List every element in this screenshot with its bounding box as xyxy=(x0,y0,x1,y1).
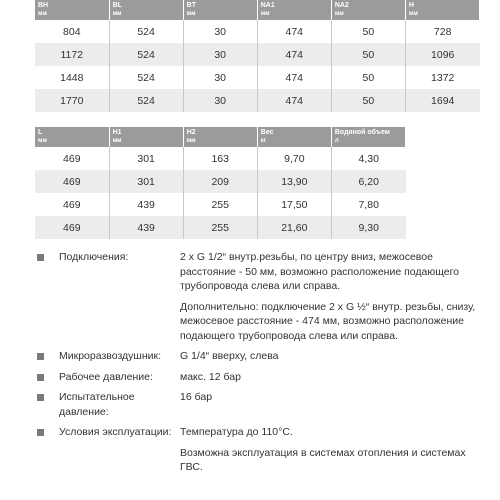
col-header-bh: BH мм xyxy=(35,0,109,20)
table-cell: 209 xyxy=(183,170,257,193)
spec-paragraph: 16 бар xyxy=(180,391,213,403)
table-cell: 6,20 xyxy=(331,170,405,193)
square-bullet-icon xyxy=(37,254,44,261)
spec-paragraph: Дополнительно: подключение 2 x G ½“ внутр. резьбы, снизу, межосевое расстояние - 474 мм, возможно расположение подающего трубопровода слева или справа. xyxy=(180,300,476,342)
col-header-h2: H2 мм xyxy=(183,127,257,147)
dimensions-table-2 xyxy=(35,127,406,239)
table-cell: 301 xyxy=(109,147,183,170)
spec-item-working-pressure xyxy=(37,370,487,385)
table-cell: 50 xyxy=(331,89,405,112)
table-cell: 163 xyxy=(183,147,257,170)
table-cell: 21,60 xyxy=(257,216,331,239)
spec-value xyxy=(180,370,487,385)
square-bullet-icon xyxy=(37,374,44,381)
square-bullet-icon xyxy=(37,429,44,436)
square-bullet-icon xyxy=(37,353,44,360)
spec-value xyxy=(180,349,487,364)
spec-paragraph: макс. 12 бар xyxy=(180,370,241,383)
table-cell: 524 xyxy=(109,89,183,112)
table-row xyxy=(35,66,480,89)
table-row xyxy=(35,147,406,170)
col-header-bt: BT мм xyxy=(183,0,257,20)
spec-item-connections xyxy=(37,250,487,343)
dimensions-table-1 xyxy=(35,0,480,112)
col-header-h: H мм xyxy=(405,0,479,20)
table-cell: 439 xyxy=(109,193,183,216)
table-cell: 9,30 xyxy=(331,216,405,239)
table-cell: 30 xyxy=(183,89,257,112)
spec-list xyxy=(37,250,487,481)
spec-value xyxy=(180,425,487,475)
table-cell: 1172 xyxy=(35,43,109,66)
table-cell: 30 xyxy=(183,43,257,66)
table-cell: 524 xyxy=(109,20,183,43)
table-cell: 7,80 xyxy=(331,193,405,216)
table-cell: 474 xyxy=(257,20,331,43)
col-header-weight: Вес кг xyxy=(257,127,331,147)
spec-value xyxy=(180,390,487,405)
spec-paragraph: G 1/4“ вверху, слева xyxy=(180,350,279,362)
table-cell: 1448 xyxy=(35,66,109,89)
table-cell: 30 xyxy=(183,20,257,43)
table-cell: 1770 xyxy=(35,89,109,112)
table-row xyxy=(35,20,480,43)
table-cell: 17,50 xyxy=(257,193,331,216)
table-row xyxy=(35,216,406,239)
spec-paragraph: Возможна эксплуатация в системах отопления и системах ГВС. xyxy=(180,446,466,473)
table-cell: 439 xyxy=(109,216,183,239)
table-cell: 9,70 xyxy=(257,147,331,170)
square-bullet-icon xyxy=(37,394,44,401)
col-header-na2: NA2 мм xyxy=(331,0,405,20)
spec-item-operating-conditions xyxy=(37,425,487,475)
table-cell: 469 xyxy=(35,193,109,216)
spec-label: Условия эксплуатации: xyxy=(59,426,172,438)
table-cell: 1372 xyxy=(405,66,479,89)
table-row xyxy=(35,43,480,66)
spec-item-test-pressure xyxy=(37,390,487,419)
table-cell: 255 xyxy=(183,193,257,216)
table-cell: 50 xyxy=(331,66,405,89)
table-cell: 474 xyxy=(257,89,331,112)
table-row xyxy=(35,89,480,112)
spec-paragraph: 2 x G 1/2“ внутр.резьбы, по центру вниз, межосевое расстояние - 50 мм, возможно расположение подающего трубопровода слева или справа. xyxy=(180,251,460,292)
table-cell: 13,90 xyxy=(257,170,331,193)
col-header-na1: NA1 мм xyxy=(257,0,331,20)
spec-paragraph: Температура до 110°С. xyxy=(180,426,293,438)
table-cell: 524 xyxy=(109,43,183,66)
table-cell: 469 xyxy=(35,147,109,170)
col-header-bl: BL мм xyxy=(109,0,183,20)
table-cell: 524 xyxy=(109,66,183,89)
table-header-row xyxy=(35,0,480,20)
table-cell: 1694 xyxy=(405,89,479,112)
table-cell: 728 xyxy=(405,20,479,43)
table-cell: 474 xyxy=(257,66,331,89)
table-cell: 50 xyxy=(331,20,405,43)
table-cell: 804 xyxy=(35,20,109,43)
col-header-water-volume: Водяной объем л xyxy=(331,127,405,147)
spec-label: Рабочее давление: xyxy=(59,370,153,383)
table-cell: 469 xyxy=(35,170,109,193)
table-cell: 50 xyxy=(331,43,405,66)
table-cell: 301 xyxy=(109,170,183,193)
table-header-row xyxy=(35,127,406,147)
spec-label: Подключения: xyxy=(59,251,129,263)
table-cell: 255 xyxy=(183,216,257,239)
table-cell: 30 xyxy=(183,66,257,89)
spec-item-air-vent xyxy=(37,349,487,364)
table-cell: 4,30 xyxy=(331,147,405,170)
spec-value xyxy=(180,250,487,343)
table-cell: 474 xyxy=(257,43,331,66)
col-header-h1: H1 мм xyxy=(109,127,183,147)
spec-label: Микроразвоздушник: xyxy=(59,350,162,362)
table-cell: 469 xyxy=(35,216,109,239)
spec-label: Испытательное давление: xyxy=(59,391,135,418)
table-cell: 1096 xyxy=(405,43,479,66)
table-row xyxy=(35,170,406,193)
table-row xyxy=(35,193,406,216)
col-header-l: L мм xyxy=(35,127,109,147)
